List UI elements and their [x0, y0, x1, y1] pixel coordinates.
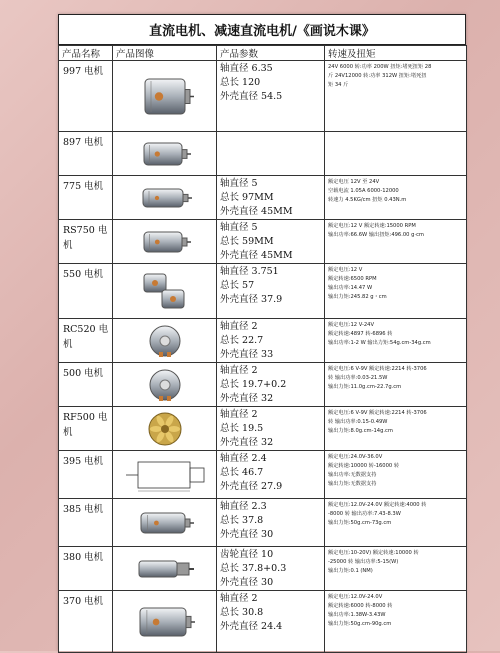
header-image: 产品图像 [113, 46, 217, 61]
motor-params [217, 407, 325, 451]
param-line: 外壳直径 30 [220, 529, 274, 540]
motor-params [217, 220, 325, 264]
spec-line: 24V 6000 转:功率 200W 扭矩:堵死扭矩 28 [328, 64, 432, 70]
spec-line: -8000 转 输出功率:7.43-8.3W [328, 511, 401, 517]
param-line: 轴直径 2 [220, 593, 258, 604]
spec-line: 输出功率:1.38W-3.43W [328, 612, 386, 618]
param-line: 总长 59MM [220, 236, 274, 247]
motor-spec [325, 547, 467, 591]
param-line: 总长 57 [220, 280, 255, 291]
motor-image-cell [113, 591, 217, 653]
spec-line: 转 输出功率:0.03-21.5W [328, 375, 388, 381]
param-line: 轴直径 3.751 [220, 266, 279, 277]
page-title: 直流电机、减速直流电机/《画说木课》 [58, 14, 466, 45]
spec-line: 额定电压:12.0V-24.0V [328, 594, 383, 600]
motor-params [217, 499, 325, 547]
spec-line: 额定转速:6500 RPM [328, 276, 377, 282]
param-line: 总长 37.8+0.3 [220, 563, 287, 574]
header-name: 产品名称 [59, 46, 113, 61]
motor-image-cell [113, 363, 217, 407]
table-row [59, 451, 467, 499]
spec-line: 额定电压:10-20V) 额定转速:10000 转 [328, 550, 419, 556]
motor-params [217, 264, 325, 319]
param-line: 外壳直径 32 [220, 437, 274, 448]
motor-params [217, 132, 325, 176]
spec-line: 输出功率:1-2 W 输出力矩:54g.cm-34g.cm [328, 340, 431, 346]
motor-spec [325, 451, 467, 499]
spec-line: -25000 转 输出功率:5-15(W) [328, 559, 399, 565]
motor-params [217, 451, 325, 499]
param-line: 外壳直径 32 [220, 393, 274, 404]
param-line: 总长 46.7 [220, 467, 264, 478]
param-line: 总长 97MM [220, 192, 274, 203]
motor-name: 550 电机 [59, 264, 113, 319]
motor-params [217, 591, 325, 653]
param-line: 总长 22.7 [220, 335, 264, 346]
motor-name: 380 电机 [59, 547, 113, 591]
spec-line: 额定电压:24.0V-36.0V [328, 454, 383, 460]
spec-line: 输出力矩:11.0g.cm-22.7g.cm [328, 384, 402, 390]
spec-line: 额定电压:12.0V-24.0V 额定转速:4000 转 [328, 502, 427, 508]
spec-line: 输出功率:66.6W 输出扭矩:496.00 g·cm [328, 232, 424, 238]
spec-line: 输出功率:无数据支持 [328, 472, 377, 478]
table-row [59, 407, 467, 451]
table-row [59, 499, 467, 547]
param-line: 总长 37.8 [220, 515, 264, 526]
motor-spec [325, 591, 467, 653]
param-line: 外壳直径 27.9 [220, 481, 283, 492]
param-line: 总长 19.7+0.2 [220, 379, 287, 390]
motor-image-cell [113, 499, 217, 547]
param-line: 外壳直径 30 [220, 577, 274, 588]
motor-image-cell [113, 176, 217, 220]
param-line: 轴直径 2.3 [220, 501, 267, 512]
motor-image-cell [113, 132, 217, 176]
spec-line: 额定电压:12 V [328, 267, 363, 273]
spec-line: 额定电压:12 V 额定转速:15000 RPM [328, 223, 416, 229]
param-line: 外壳直径 45MM [220, 250, 293, 261]
param-line: 轴直径 2 [220, 365, 258, 376]
motor-spec [325, 61, 467, 132]
motor-image-cell [113, 547, 217, 591]
motor-image-cell [113, 319, 217, 363]
param-line: 总长 120 [220, 77, 261, 88]
param-line: 轴直径 2 [220, 409, 258, 420]
param-line: 外壳直径 37.9 [220, 294, 283, 305]
motor-spec [325, 499, 467, 547]
table-row [59, 363, 467, 407]
spec-line: 输出力矩:50g.cm-73g.cm [328, 520, 392, 526]
header-params: 产品参数 [217, 46, 325, 61]
param-line: 总长 19.5 [220, 423, 264, 434]
motor-params [217, 547, 325, 591]
motor-spec [325, 132, 467, 176]
motor-name: 370 电机 [59, 591, 113, 653]
spec-line: 额定电压 12V 至 24V [328, 179, 380, 185]
table-row [59, 176, 467, 220]
param-line: 齿轮直径 10 [220, 549, 274, 560]
param-line: 轴直径 2.4 [220, 453, 267, 464]
param-line: 轴直径 5 [220, 178, 258, 189]
spec-line: 斤 24V12000 转:功率 312W 扭矩:堵死扭 [328, 73, 427, 79]
spec-line: 矩 34 斤 [328, 82, 349, 88]
spec-line: 额定电压:12 V-24V [328, 322, 375, 328]
motor-name: RS750 电机 [59, 220, 113, 264]
param-line: 总长 30.8 [220, 607, 264, 618]
motor-name: 385 电机 [59, 499, 113, 547]
motor-spec [325, 407, 467, 451]
motor-name: RC520 电机 [59, 319, 113, 363]
table-header-row [59, 46, 467, 61]
spec-line: 额定电压:6 V-9V 额定转速:2214 转-3706 [328, 410, 427, 416]
param-line: 外壳直径 24.4 [220, 621, 283, 632]
motor-params [217, 61, 325, 132]
motor-image-cell [113, 220, 217, 264]
spec-line: 输出力矩:50g.cm-90g.cm [328, 621, 392, 627]
table-row [59, 61, 467, 132]
motor-image-cell [113, 264, 217, 319]
table-row [59, 132, 467, 176]
spec-line: 输出力矩:无数据支持 [328, 481, 377, 487]
motor-params [217, 319, 325, 363]
motor-image-cell [113, 61, 217, 132]
spec-line: 额定转速:4897 转-6896 转 [328, 331, 393, 337]
motor-spec [325, 176, 467, 220]
motor-params [217, 363, 325, 407]
param-line: 外壳直径 54.5 [220, 91, 283, 102]
motor-name: 897 电机 [59, 132, 113, 176]
motor-name: 997 电机 [59, 61, 113, 132]
spec-line: 转 输出功率:0.15-0.49W [328, 419, 388, 425]
motor-spec [325, 363, 467, 407]
motor-spec [325, 264, 467, 319]
spec-line: 输出功率:14.47 W [328, 285, 373, 291]
motor-name: 395 电机 [59, 451, 113, 499]
motor-image-cell [113, 451, 217, 499]
param-line: 外壳直径 45MM [220, 206, 293, 217]
table-row [59, 591, 467, 653]
param-line: 轴直径 2 [220, 321, 258, 332]
motor-params [217, 176, 325, 220]
motor-name: 500 电机 [59, 363, 113, 407]
table-row [59, 220, 467, 264]
motor-name: 775 电机 [59, 176, 113, 220]
param-line: 轴直径 6.35 [220, 63, 273, 74]
header-spec: 转速及扭矩 [325, 46, 467, 61]
spec-line: 转速力 4.5KG/cm 扭矩 0.43N.m [328, 197, 407, 203]
param-line: 外壳直径 33 [220, 349, 274, 360]
motor-image-cell [113, 407, 217, 451]
table-row [59, 319, 467, 363]
motor-table [58, 45, 467, 653]
spec-line: 额定电压:6 V-9V 额定转速:2214 转-3706 [328, 366, 427, 372]
spec-line: 输出力矩:245.82 g・cm [328, 294, 387, 300]
param-line: 轴直径 5 [220, 222, 258, 233]
motor-spec [325, 319, 467, 363]
table-row [59, 264, 467, 319]
spec-line: 输出力矩:8.0g.cm-14g.cm [328, 428, 393, 434]
spec-line: 空载电流 1.05A 6000-12000 [328, 188, 399, 194]
table-row [59, 547, 467, 591]
motor-spec [325, 220, 467, 264]
motor-name: RF500 电机 [59, 407, 113, 451]
spec-line: 额定转速:6000 转-8000 转 [328, 603, 393, 609]
spec-line: 额定转速:10000 转-16000 转 [328, 463, 400, 469]
spec-line: 输出力矩:0.1 (NM) [328, 568, 373, 574]
spec-sheet [58, 14, 466, 651]
